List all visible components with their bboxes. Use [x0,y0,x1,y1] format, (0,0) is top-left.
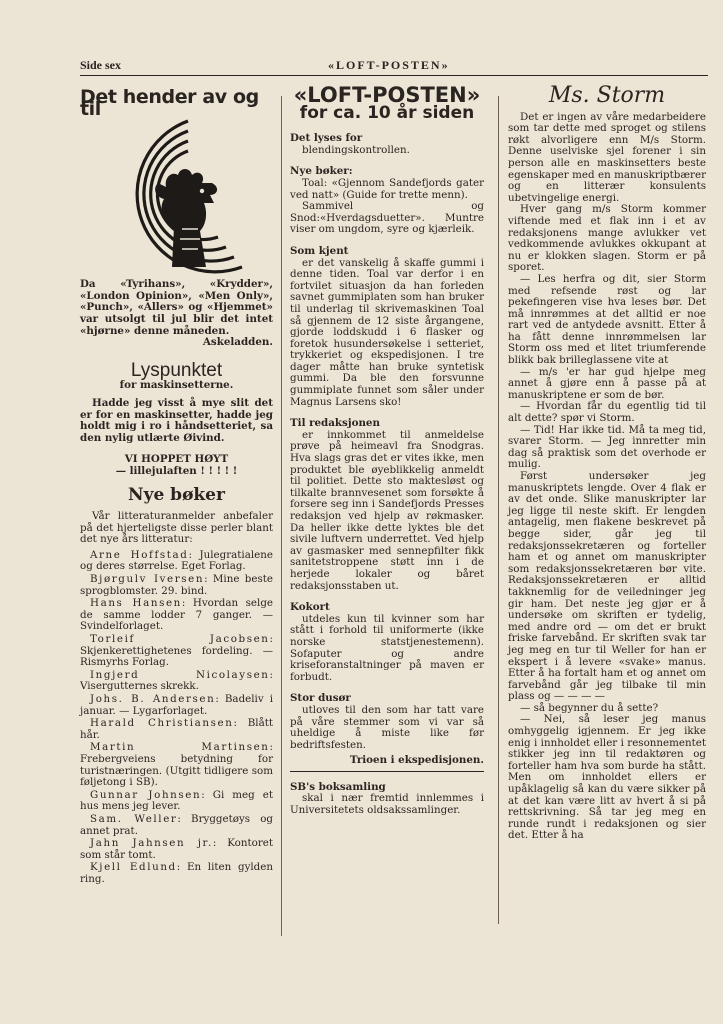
hopp-title: VI HOPPET HØYT [124,453,229,466]
section-heading: Stor dusør [290,692,351,705]
article-paragraph: — Tid! Har ikke tid. Må ta meg tid, svarer Storm. — Jeg innretter min dag så praktisk som det overhode er mulig. [508,423,706,471]
notice-signature: Askeladden. [202,336,273,349]
section-text: skal i nær fremtid innlemmes i Universitetets oldsakssamlinger. [290,792,484,817]
header-rule [80,75,708,76]
book-entry: Ingjerd Nicolaysen: Visergutternes skrekk. [80,668,273,693]
notice-text: Da «Tyrihans», «Krydder», «London Opinion», «Men Only», «Punch», «Allers» og «Hjemmet» var utsolgt til jul blir det intet «hjørne» denne måneden. [80,278,273,337]
column-right [508,83,706,842]
rooster-illustration [102,117,252,275]
article-paragraph: — m/s 'er har gud hjelpe meg annet å gjøre enn å passe på at manuskriptene er som de bør. [508,365,706,401]
nye-boker-intro: Vår litteraturanmelder anbefaler på det hjerteligste disse perler blant det nye års litteratur: [80,510,273,546]
page-number-label: Side sex [80,58,122,72]
loftposten-subtitle: for ca. 10 år siden [299,102,475,123]
article-paragraph: Hver gang m/s Storm kommer viftende med et flak inn i et av redaksjonens mange avlukker vet vedkommende avlukkes okkupant at nu er klokken slagen. Storm er på sporet. [508,203,706,274]
book-entry: Johs. B. Andersen: Badeliv i januar. — Lygarforlaget. [80,693,273,717]
section-text: utloves til den som har tatt vare på våre stemmer som vi var så uheldige å miste like før bedriftsfesten. [290,703,484,751]
article-paragraph: — så begynner du å sette? [520,701,659,714]
section-heading: Til redaksjonen [290,417,380,430]
book-entry: Bjørgulv Iversen: Mine beste sprogblomster. 29. bind. [80,573,274,597]
section-text: er innkommet til anmeldelse prøve på heimeavl fra Snodgras. Hva slags gras det er vites ikke, men produktet ble øyeblikkelig anmeldt til politiet. Dette sto maktesløst og tilkalte brannvesenet som forsøkte å forsere seg inn i Sandefjords Presses redaksjon ved hjelp av røkmasker. Da heller ikke dette lyktes ble det sivile luftvern underrettet. Ved hjelp av gasmasker med sennepfilter fikk sanitetstroppene støtt inn i de herjede lokaler og båret redaksjonsstaben ut. [290,428,484,592]
lyspunktet-title: Lyspunktet [130,359,223,381]
paper-name-header: «LOFT-POSTEN» [328,58,450,72]
ms-storm-title: Ms. Storm [548,83,666,108]
article-paragraph: — Les herfra og dit, sier Storm med refsende røst og lar pekefingeren vise hva leses bør. Det må innrømmes at det alltid er noe rart ved de antydede avsnitt. Etter å ha fått denne innrømmelsen lar Storm oss med et litet triumferende blikk bak brilleglassene vite at [508,272,706,367]
book-entry: Gunnar Johnsen: Gi meg et hus mens jeg lever. [80,788,273,813]
section-text: utdeles kun til kvinner som har stått i forhold til uniformerte (ikke norske statstjenestemenn). Sofaputer og andre kriseforanstaltninger på maven er forbudt. [290,612,484,683]
loftposten-title: «LOFT-POSTEN» [293,83,481,107]
intro-line: blendingskontrollen. [302,143,410,156]
lyspunktet-subtitle: for maskinsetterne. [119,379,234,392]
book-entry: Harald Christiansen: Blått hår. [80,717,273,741]
column-middle [290,83,484,817]
article-paragraph: — Nei, så leser jeg manus omhyggelig igjennem. Er jeg ikke enig i innholdet eller i resonnementet stikker jeg inn til redaktøren og forteller ham hva som burde ha stått. Men om innholdet ellers er upåklagelig så kan du være sikker på at det kan være litt av hvert å si på rettskrivning. Så tar jeg meg en runde rundt i redaksjonen og sier det. Etter å ha [508,713,706,842]
article-paragraph: Først undersøker jeg manuskriptets lengde. Over 4 flak er av det onde. Slike manuskripter lar jeg ligge til neste skift. Er lengden antagelig, men flakene beskrevet på begge sider, går jeg til redaksjonssekretæren og forteller ham et og annet om manuskripter som redaksjonssekretæren bør vite. Redaksjonssekretæren er alltid takknemlig for de veiledninger jeg gir ham. Det neste jeg gjør er å undersøke om skriften er tydelig, med andre ord — om det er brukt friske farvebånd. Er skriften svak tar jeg meg en tur til Weller for han er ekspert i å levere «svake» manus. Etter å ha fortalt ham et og annet om farvebånd går jeg tilbake til min plass og — — — — [508,470,706,703]
section-text: Toal: «Gjennom Sandefjords gater ved natt» (Guide for trette menn). [290,176,484,201]
section-signature: Trioen i ekspedisjonen. [290,755,484,772]
book-entry: Sam. Weller: Bryggetøys og annet prat. [80,812,273,837]
lyspunktet-text: Hadde jeg visst å mye slit det er for en maskinsetter, hadde jeg holdt mig i ro i håndsetteriet, sa den nylig utlærte Øivind. [80,396,273,444]
section-heading: Som kjent [290,244,349,257]
book-entry: Torleif Jacobsen: Skjenkerettighetenes fordeling. — Rismyrhs Forlag. [80,633,273,669]
intro-line: Det lyses for [290,132,363,145]
article-paragraph: Det er ingen av våre medarbeidere som tar dette med sproget og stilens røkt alvorligere enn M/s Storm. Denne uselviske sjel forener i sin person alle en maskinsetters beste egenskaper med en manuskriptbærer og en litterær konsulents ubetvingelige energi. [508,110,706,204]
article-title: Det hender av og til [80,86,259,120]
book-entry: Kjell Edlund: En liten gylden ring. [80,861,274,885]
running-header [80,56,708,74]
book-entry: Jahn Jahnsen jr.: Kontoret som står tomt. [80,837,273,861]
section-heading: Kokort [290,601,330,614]
book-entry: Arne Hoffstad: Julegratialene og deres størrelse. Eget Forlag. [80,548,273,573]
column-divider [281,96,282,936]
section-heading: SB's boksamling [290,780,386,793]
section-heading: Nye bøker: [290,165,353,178]
book-entry: Martin Martinsen: Frebergveiens betydning for turistnæringen. (Utgitt tidligere som føljetong i SB). [80,741,273,789]
book-entry: Hans Hansen: Hvordan selge de samme lodder 7 ganger. — Svindelforlaget. [80,597,274,633]
section-text: Sammivel og Snod:«Hverdagsduetter». Muntre viser om ungdom, syre og kjærleik. [290,200,484,236]
column-divider [498,96,499,924]
section-text: er det vanskelig å skaffe gummi i denne tiden. Toal var derfor i en fortvilet situasjon da han forleden savnet gummiplaten som han bruker til underlag til skrivemaskinen Toal så gjennem de 12 siste årgangene, gjorde loddskudd i 6 flasker og foretok husundersøkelse i setteriet, trykkeriet og ekspedisjonen. I tre dager måtte han bruke syntetisk gummi. Da ble den forsvunne gummiplate funnet som såler under Magnus Larsens sko! [290,256,484,408]
article-paragraph: — Hvordan får du egentlig tid til alt dette? spør vi Storm. [508,400,706,425]
column-left [80,86,273,887]
hopp-text: — lillejulaften ! ! ! ! ! [115,464,238,477]
nye-boker-title: Nye bøker [128,484,225,505]
